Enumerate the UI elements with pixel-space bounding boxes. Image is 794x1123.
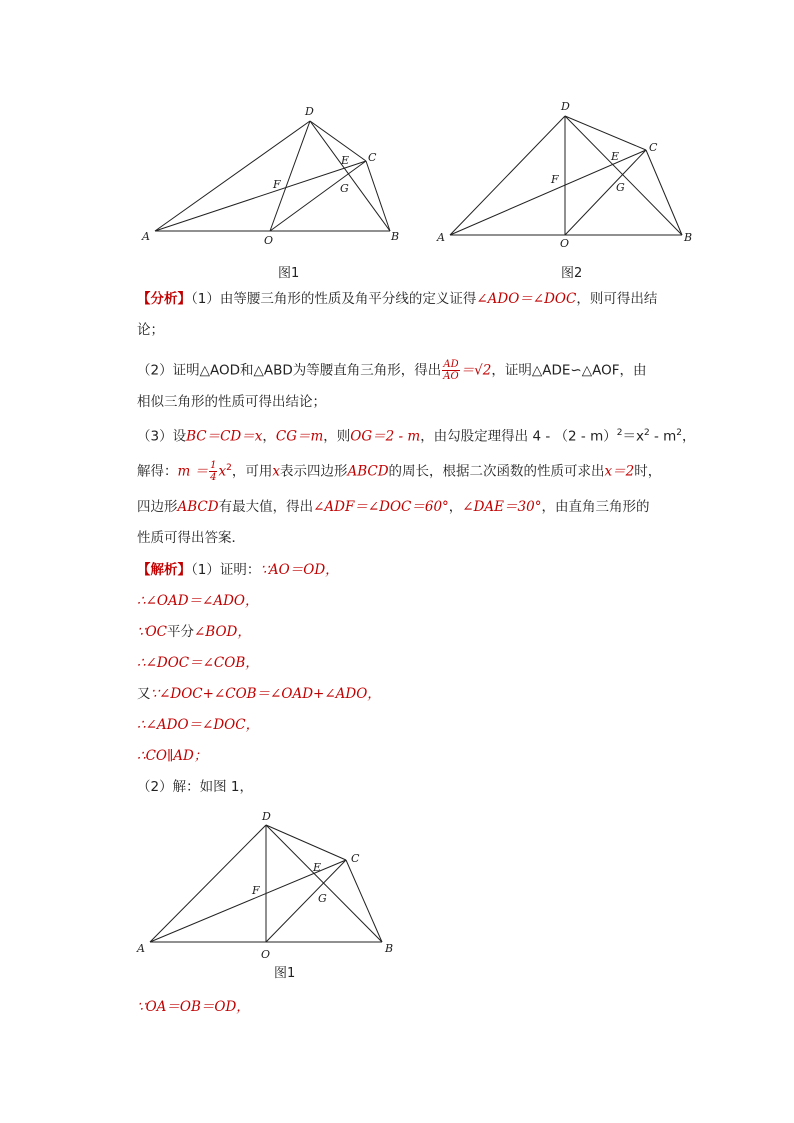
text: （1）证明：: [191, 562, 261, 578]
segment-AD: [450, 116, 565, 235]
text: ，由勾股定理得出 4 - （2 - m）: [420, 428, 617, 445]
text: 相似三角形的性质可得出结论；: [137, 394, 326, 410]
segment-DC: [310, 121, 366, 161]
text: ，: [682, 428, 696, 445]
label-O: O: [261, 948, 271, 961]
figure-3: [130, 808, 410, 968]
label-A: A: [137, 942, 145, 955]
solution-line-5: [137, 685, 381, 703]
math: x＝2: [604, 463, 635, 480]
math: m ＝: [177, 463, 209, 480]
segment-OC: [565, 150, 646, 235]
segment-AD: [155, 121, 310, 231]
math: ∴CO∥AD；: [137, 748, 208, 764]
math: ∵OC: [137, 624, 167, 640]
segment-CB: [646, 150, 682, 235]
segment-DO: [270, 121, 310, 231]
numerator: 1: [210, 460, 217, 471]
denominator: 4: [210, 472, 217, 483]
math: ∵AO＝OD，: [260, 562, 339, 578]
denominator: AO: [443, 371, 459, 382]
label-G: G: [340, 182, 349, 195]
text: 解得：: [137, 463, 178, 480]
segment-OC: [270, 161, 366, 231]
analysis-line-2: [137, 321, 164, 339]
solution-line-1: [137, 561, 339, 579]
fraction-ad-ao: [442, 359, 459, 382]
solution-line-7: [137, 747, 207, 765]
text: 有最大值，得出: [218, 499, 314, 515]
figure-2: [425, 95, 705, 255]
math: ∴∠DOC＝∠COB，: [137, 655, 259, 671]
math: x: [218, 463, 227, 480]
label-D: D: [305, 105, 314, 118]
segment-DC: [565, 116, 646, 150]
exponent: 2: [643, 428, 650, 438]
math: ∠ADO＝∠DOC: [476, 291, 577, 307]
text: 的周长，根据二次函数的性质可求出: [388, 463, 605, 480]
text: - m: [649, 428, 677, 445]
analysis-line-7: [137, 498, 649, 516]
math: ∵OA＝OB＝OD，: [137, 999, 250, 1015]
text: （2）解：如图 1，: [137, 779, 253, 795]
text: 性质可得出答案．: [137, 530, 245, 546]
label-E: E: [341, 154, 350, 167]
segment-AD: [150, 825, 266, 942]
text: ，: [262, 428, 276, 445]
figure-2-caption: 图2: [561, 266, 583, 281]
math: ∠BOD，: [194, 624, 251, 640]
solution-line-3: [137, 623, 251, 641]
figure-3-caption: 图1: [274, 966, 296, 981]
figure-1-caption: 图1: [278, 266, 300, 281]
label-F: F: [273, 178, 281, 191]
label-B: B: [391, 230, 400, 243]
math: ∠ADF＝∠DOC＝60°: [313, 499, 449, 515]
text: 论；: [137, 322, 164, 338]
label-D: D: [262, 810, 271, 823]
math: ABCD: [347, 463, 389, 480]
label-C: C: [351, 852, 360, 865]
exponent: 2: [616, 428, 623, 438]
label-A: A: [437, 231, 445, 244]
figure-1: [130, 95, 410, 255]
text: ，: [448, 499, 463, 515]
label-C: C: [368, 151, 377, 164]
math: ∴∠ADO＝∠DOC，: [137, 717, 260, 733]
segment-AC: [155, 161, 366, 231]
analysis-line-1: [137, 290, 657, 308]
text: （3）设: [137, 428, 187, 445]
text: 又: [137, 686, 151, 702]
analysis-line-8: [137, 529, 245, 547]
label-G: G: [616, 181, 625, 194]
math: x: [272, 463, 280, 480]
label-C: C: [649, 141, 658, 154]
label-O: O: [560, 237, 570, 250]
label-B: B: [385, 942, 394, 955]
label-B: B: [684, 231, 693, 244]
solution-tag: 【解析】: [137, 562, 191, 578]
label-O: O: [264, 234, 274, 247]
solution-line-9: [137, 998, 250, 1016]
text: （2）证明△AOD和△ABD为等腰直角三角形，得出: [137, 362, 442, 379]
exponent: 2: [226, 463, 232, 473]
text: ＝x: [622, 428, 644, 445]
text: 表示四边形: [279, 463, 348, 480]
analysis-line-4: [137, 393, 326, 411]
segment-DC: [266, 825, 346, 860]
label-G: G: [318, 892, 327, 905]
math: OG＝2 - m: [350, 428, 421, 445]
solution-line-6: [137, 716, 259, 734]
segment-OC: [266, 860, 346, 942]
text: ，可用: [231, 463, 273, 480]
math: ＝√2: [460, 362, 492, 379]
math: ABCD: [177, 499, 219, 515]
text: ，证明△ADE∽△AOF，由: [491, 362, 647, 379]
text: 时，: [634, 463, 662, 480]
numerator: AD: [443, 359, 459, 370]
math: BC＝CD＝x: [186, 428, 263, 445]
label-E: E: [611, 150, 620, 163]
analysis-line-3: [137, 359, 647, 382]
segment-CB: [366, 161, 390, 231]
label-A: A: [142, 230, 150, 243]
solution-line-8: [137, 778, 253, 796]
exponent: 2: [676, 428, 683, 438]
segment-CB: [346, 860, 382, 942]
solution-line-4: [137, 654, 259, 672]
label-F: F: [551, 173, 559, 186]
text: ，则可得出结: [576, 291, 658, 307]
label-D: D: [561, 100, 570, 113]
text: （1）由等腰三角形的性质及角平分线的定义证得: [191, 291, 477, 307]
label-E: E: [313, 861, 322, 874]
text: ，由直角三角形的: [541, 499, 650, 515]
math: ∴∠OAD＝∠ADO，: [137, 593, 259, 609]
solution-line-2: [137, 592, 259, 610]
label-F: F: [252, 884, 260, 897]
analysis-tag: 【分析】: [137, 291, 191, 307]
text: 平分: [167, 624, 194, 640]
text: ，则: [323, 428, 351, 445]
analysis-line-6: [137, 459, 661, 483]
text: 四边形: [137, 499, 178, 515]
analysis-line-5: [137, 424, 696, 446]
math: ∠DAE＝30°: [462, 499, 542, 515]
math: ∵∠DOC+∠COB＝∠OAD+∠ADO，: [150, 686, 381, 702]
math: CG＝m: [275, 428, 324, 445]
fraction-one-quarter: [209, 460, 217, 483]
